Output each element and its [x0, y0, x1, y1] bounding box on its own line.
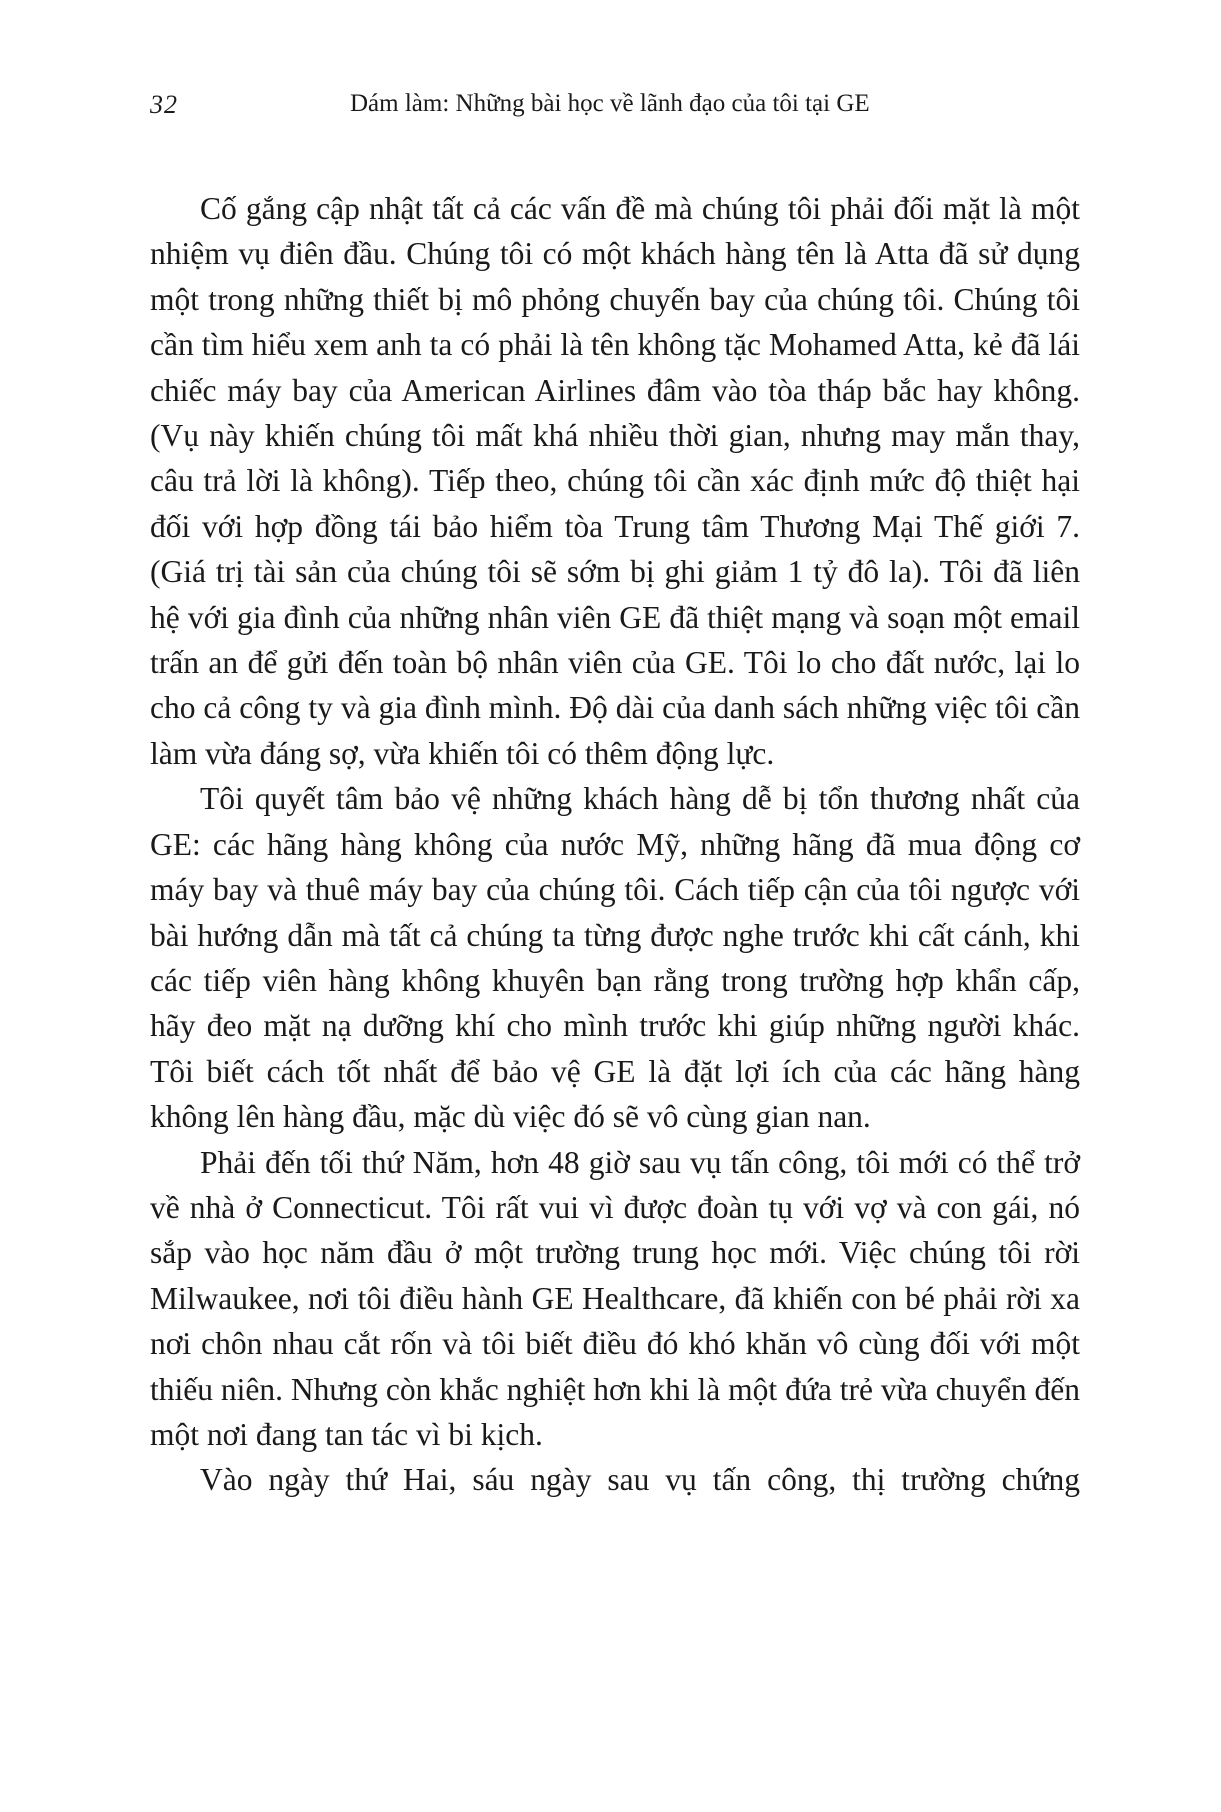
running-header [150, 90, 1080, 130]
paragraph: Phải đến tối thứ Năm, hơn 48 giờ sau vụ tấn công, tôi mới có thể trở về nhà ở Connecticut. Tôi rất vui vì được đoàn tụ với vợ và con gái, nó sắp vào học năm đầu ở một trường trung học mới. Việc chúng tôi rời Milwaukee, nơi tôi điều hành GE Healthcare, đã khiến con bé phải rời xa nơi chôn nhau cắt rốn và tôi biết điều đó khó khăn vô cùng đối với một thiếu niên. Nhưng còn khắc nghiệt hơn khi là một đứa trẻ vừa chuyển đến một nơi đang tan tác vì bi kịch. [150, 1144, 1080, 1452]
book-title: Dám làm: Những bài học về lãnh đạo của tôi tại GE [350, 90, 870, 117]
paragraph: Tôi quyết tâm bảo vệ những khách hàng dễ bị tổn thương nhất của GE: các hãng hàng không của nước Mỹ, những hãng đã mua động cơ máy bay và thuê máy bay của chúng tôi. Cách tiếp cận của tôi ngược với bài hướng dẫn mà tất cả chúng ta từng được nghe trước khi cất cánh, khi các tiếp viên hàng không khuyên bạn rằng trong trường hợp khẩn cấp, hãy đeo mặt nạ dưỡng khí cho mình trước khi giúp những người khác. Tôi biết cách tốt nhất để bảo vệ GE là đặt lợi ích của các hãng hàng không lên hàng đầu, mặc dù việc đó sẽ vô cùng gian nan. [150, 781, 1080, 1135]
body-text [150, 186, 1080, 1503]
page-number: 32 [150, 90, 178, 119]
paragraph: Vào ngày thứ Hai, sáu ngày sau vụ tấn công, thị trường chứng [200, 1462, 1080, 1498]
paragraph: Cố gắng cập nhật tất cả các vấn đề mà chúng tôi phải đối mặt là một nhiệm vụ điên đầu. Chúng tôi có một khách hàng tên là Atta đã sử dụng một trong những thiết bị mô phỏng chuyến bay của chúng tôi. Chúng tôi cần tìm hiểu xem anh ta có phải là tên không tặc Mohamed Atta, kẻ đã lái chiếc máy bay của American Airlines đâm vào tòa tháp bắc hay không. (Vụ này khiến chúng tôi mất khá nhiều thời gian, nhưng may mắn thay, câu trả lời là không). Tiếp theo, chúng tôi cần xác định mức độ thiệt hại đối với hợp đồng tái bảo hiểm tòa Trung tâm Thương Mại Thế giới 7. (Giá trị tài sản của chúng tôi sẽ sớm bị ghi giảm 1 tỷ đô la). Tôi đã liên hệ với gia đình của những nhân viên GE đã thiệt mạng và soạn một email trấn an để gửi đến toàn bộ nhân viên của GE. Tôi lo cho đất nước, lại lo cho cả công ty và gia đình mình. Độ dài của danh sách những việc tôi cần làm vừa đáng sợ, vừa khiến tôi có thêm động lực. [150, 191, 1080, 771]
